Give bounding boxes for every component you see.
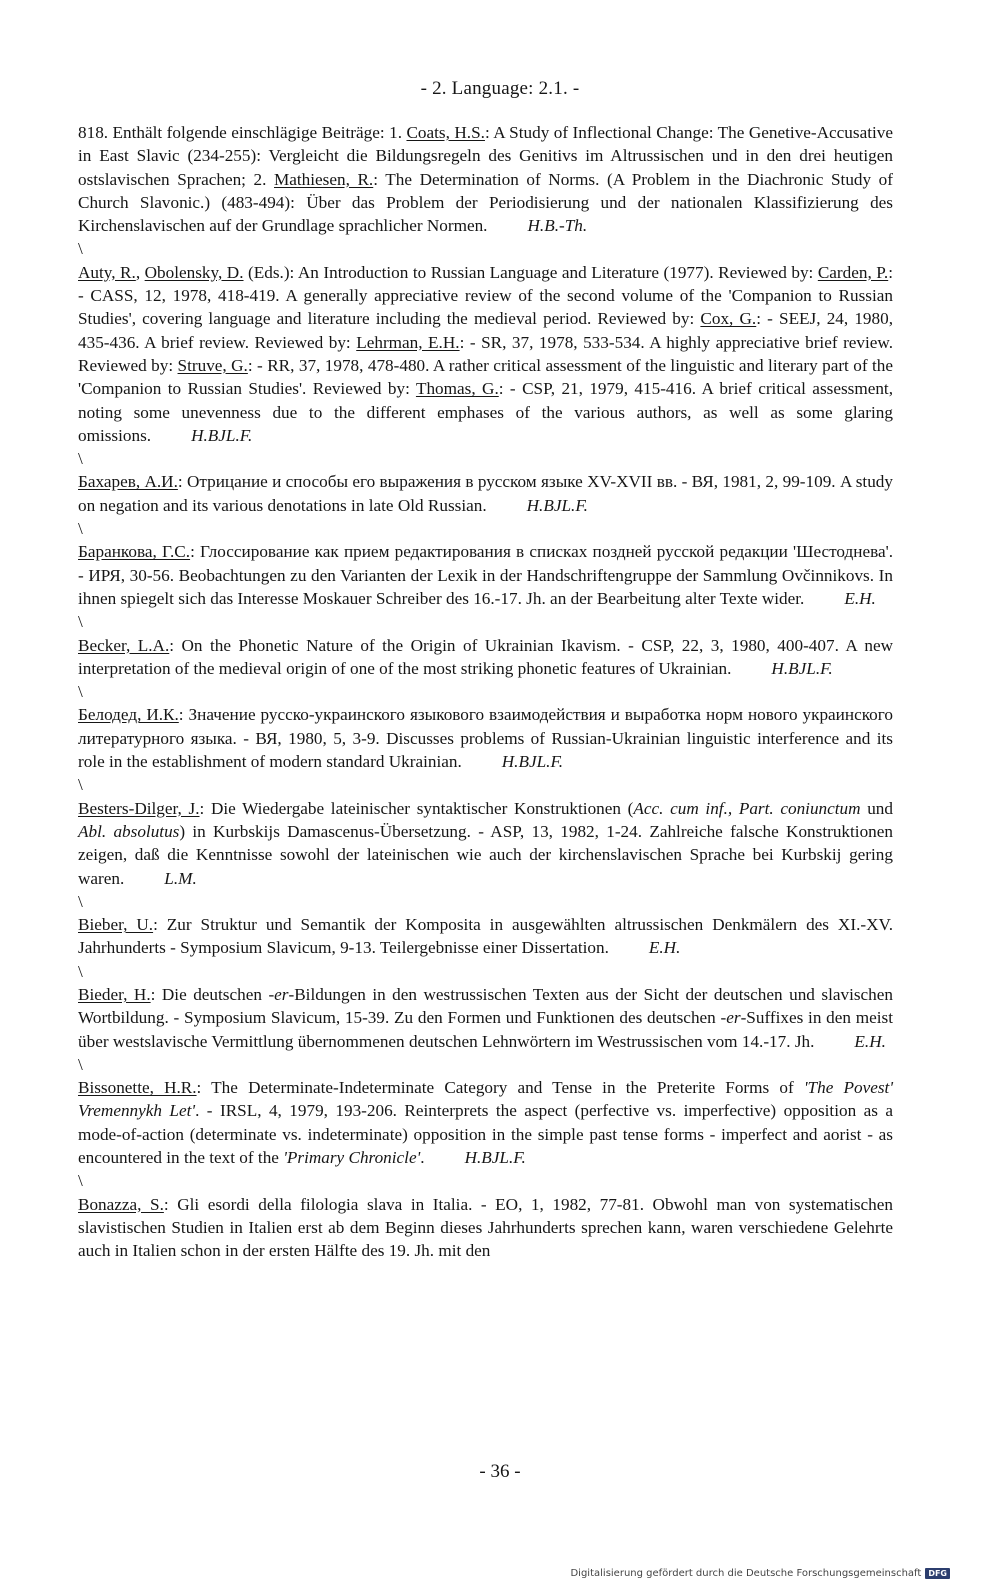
digitization-credit (570, 1568, 950, 1579)
author-name: Bonazza, S. (78, 1194, 164, 1214)
entry-separator: \ (78, 612, 83, 632)
reviewer-initials: L.M. (164, 868, 197, 888)
entry-besters-dilger: Besters-Dilger, J.: Die Wiedergabe lateinischer syntaktischer Konstruktionen (Acc. cum inf., Part. coniunctum und Abl. absolutus) in Kurbskijs Damascenus-Übersetzung. - ASP, 13, 1982, 1-24. Zahlreiche falsche Konstruktionen zeigen, daß die Kenntnisse sowohl der lateinischen wie auch der kirchenslavischen Sprache bei Kurbskij gering waren. L.M. (78, 798, 893, 888)
entry-separator: \ (78, 961, 83, 981)
entry-separator: \ (78, 1171, 83, 1191)
author-name: Баранкова, Г.С. (78, 542, 191, 562)
reviewer-initials: E.H. (844, 588, 876, 608)
author-name: Bieder, H. (78, 984, 151, 1004)
bibliography-body (78, 121, 893, 1263)
author-name: Coats, H.S. (406, 123, 485, 142)
italic-term: -er (720, 1008, 741, 1028)
reviewer-initials: H.BJL.F. (526, 495, 588, 515)
author-name: Mathiesen, R. (274, 169, 374, 189)
reviewer-initials: E.H. (854, 1031, 886, 1051)
reviewer-name: Struve, G. (177, 355, 248, 375)
italic-term: Abl. absolutus (78, 821, 180, 841)
reviewer-name: Thomas, G. (415, 379, 499, 399)
reviewer-name: Lehrman, E.H. (356, 332, 460, 352)
entry-beloded: Белодед, И.К.: Значение русско-украинского языкового взаимодействия и выработка норм нового украинского литературного языка. - ВЯ, 1980, 5, 3-9. Discusses problems of Russian-Ukrainian linguistic interference and its role in the establishment of modern standard Ukrainian. H.BJL.F. (78, 705, 893, 772)
author-name: Bissonette, H.R. (78, 1078, 197, 1098)
author-name: Becker, L.A. (78, 635, 170, 655)
italic-term: -er (268, 984, 289, 1004)
reviewer-initials: H.BJL.F. (501, 752, 564, 772)
reviewer-initials: H.BJL.F. (771, 658, 833, 678)
entry-separator: \ (78, 519, 83, 539)
entry-bakharev: Бахарев, А.И.: Отрицание и способы его выражения в русском языке XV-XVII вв. - ВЯ, 1981, 2, 99-109. A study on negation and its various denotations in late Old Russian. H.BJL.F. (78, 472, 893, 515)
author-name: Bieber, U. (78, 915, 154, 935)
entry-becker: Becker, L.A.: On the Phonetic Nature of the Origin of Ukrainian Ikavism. - CSP, 22, 3, 1980, 400-407. A new interpretation of the medieval origin of one of the most striking phonetic features of Ukrainian. H.BJL.F. (78, 635, 893, 678)
dfg-logo: DFG (925, 1568, 950, 1579)
italic-title: 'The Povest' Vremennykh Let' (78, 1078, 893, 1121)
entry-barankova: Баранкова, Г.С.: Глоссирование как прием редактирования в списках поздней русской редакции 'Шестоднева'. - ИРЯ, 30-56. Beobachtungen zu den Varianten der Lexik in der Handschriftengruppe der Sammlung Ovčinnikovs. In ihnen spiegelt sich das Interesse Moskauer Schreiber des 16.-17. Jh. an der Bearbeitung alter Texte wider. E.H. (78, 542, 893, 608)
author-name: Белодед, И.К. (78, 705, 179, 725)
entry-818: 818. Enthält folgende einschlägige Beiträge: 1. Coats, H.S.: A Study of Inflectional Change: The Genetive-Accusative in East Slavic (234-255): Vergleicht die Bildungsregeln des Genitivs im Altrussischen und in den drei heutigen ostslavischen Sprachen; 2. Mathiesen, R.: The Determination of Norms. (A Problem in the Diachronic Study of Church Slavonic.) (483-494): Über das Problem der Periodisierung und der nationalen Klassifizierung des Kirchenslavischen auf der Grundlage sprachlicher Normen. H.B.-Th. (78, 123, 893, 236)
author-name: Obolensky, D. (144, 262, 244, 282)
reviewer-name: Cox, G. (700, 309, 757, 329)
author-name: Auty, R. (78, 262, 136, 282)
entry-bissonette: Bissonette, H.R.: The Determinate-Indeterminate Category and Tense in the Preterite Forms of 'The Povest' Vremennykh Let'. - IRSL, 4, 1979, 193-206. Reinterprets the aspect (perfective vs. imperfective) opposition as a mode-of-action (determinate vs. indeterminate) opposition in the simple past tense forms - imperfect and aorist - as encountered in the text of the 'Primary Chronicle'. H.BJL.F. (78, 1078, 893, 1168)
page-header: - 2. Language: 2.1. - (420, 78, 580, 99)
entry-separator: \ (78, 239, 83, 259)
entry-separator: \ (78, 449, 83, 469)
page-number: - 36 - (479, 1461, 521, 1482)
author-name: Бахарев, А.И. (78, 472, 178, 492)
reviewer-initials: H.BJL.F. (464, 1148, 526, 1168)
italic-term: Acc. cum inf., Part. coniunctum (633, 798, 861, 818)
entry-auty: Auty, R., Obolensky, D. (Eds.): An Introduction to Russian Language and Literature (1977). Reviewed by: Carden, P.: - CASS, 12, 1978, 418-419. A generally appreciative review of the second volume of the 'Companion to Russian Studies', covering language and literature including the medieval period. Reviewed by: Cox, G.: - SEEJ, 24, 1980, 435-436. A brief review. Reviewed by: Lehrman, E.H.: - SR, 37, 1978, 533-534. A highly appreciative brief review. Reviewed by: Struve, G.: - RR, 37, 1978, 478-480. A rather critical assessment of the linguistic and literary part of the 'Companion to Russian Studies'. Reviewed by: Thomas, G.: - CSP, 21, 1979, 415-416. A brief critical assessment, noting some unevenness due to the different emphases of the various authors, as well as some glaring omissions. H.BJL.F. (78, 262, 894, 445)
entry-separator: \ (78, 682, 83, 702)
reviewer-name: Carden, P. (817, 262, 889, 282)
entry-bieder: Bieder, H.: Die deutschen -er-Bildungen in den westrussischen Texten aus der Sicht der deutschen und slavischen Wortbildung. - Symposium Slavicum, 15-39. Zu den Formen und Funktionen des deutschen -er-Suffixes in den meist über westslavische Vermittlung übernommenen deutschen Lehnwörtern im Westrussischen vom 14.-17. Jh. E.H. (78, 984, 893, 1051)
reviewer-initials: E.H. (648, 938, 681, 958)
entry-bieber: Bieber, U.: Zur Struktur und Semantik der Komposita in ausgewählten altrussischen Denkmälern des XI.-XV. Jahrhunderts - Symposium Slavicum, 9-13. Teilergebnisse einer Dissertation. E.H. (78, 915, 893, 958)
reviewer-initials: H.BJL.F. (191, 425, 253, 445)
entry-separator: \ (78, 1054, 83, 1074)
reviewer-initials: H.B.-Th. (527, 216, 588, 236)
entry-separator: \ (78, 775, 83, 795)
italic-title: 'Primary Chronicle' (283, 1148, 421, 1168)
author-name: Besters-Dilger, J. (78, 798, 200, 818)
credit-text: Digitalisierung gefördert durch die Deutsche Forschungsgemeinschaft (570, 1568, 922, 1579)
entry-separator: \ (78, 891, 83, 911)
entry-bonazza: Bonazza, S.: Gli esordi della filologia slava in Italia. - EO, 1, 1982, 77-81. Obwohl man von systematischen slavistischen Studien in Italien erst ab dem Beginn dieses Jahrhunderts sprechen kann, waren verschiedene Gelehrte auch in Italien schon in der ersten Hälfte des 19. Jh. mit den (78, 1194, 893, 1261)
